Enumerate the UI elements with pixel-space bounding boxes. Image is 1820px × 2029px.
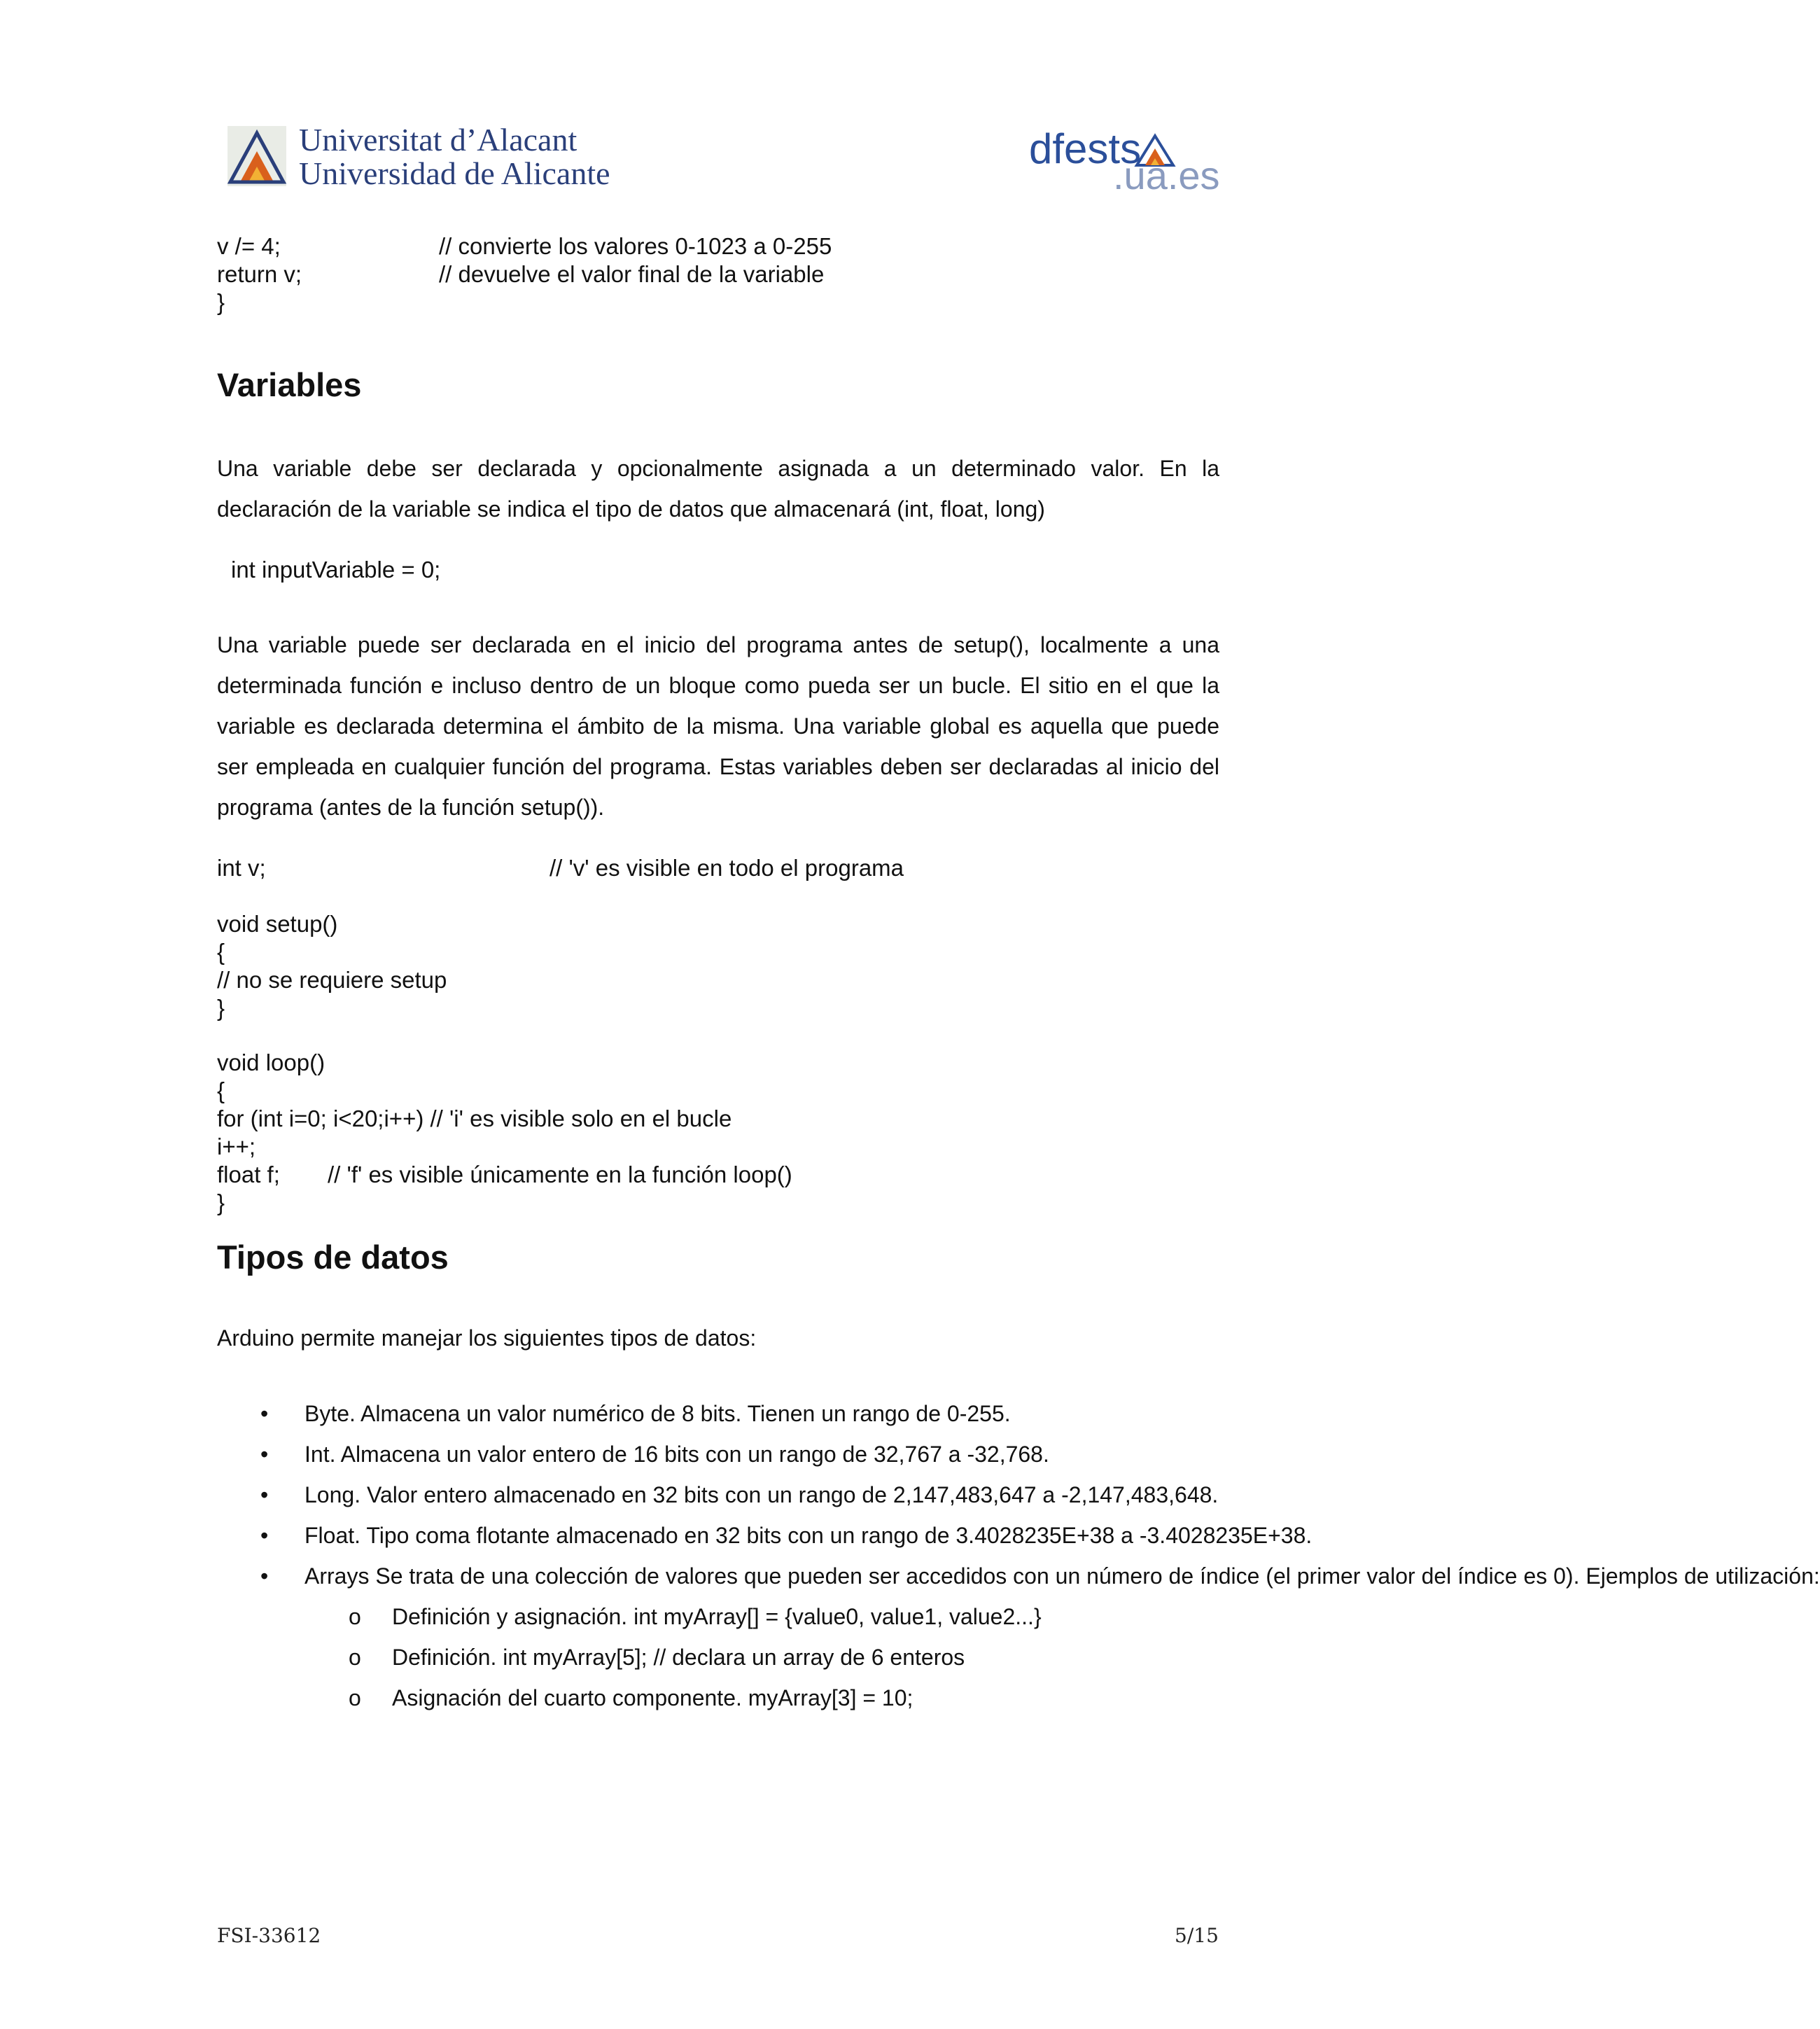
university-name-catalan: Universitat d’Alacant (299, 122, 578, 158)
code-loop-block (217, 1049, 792, 1217)
code-line: i++; (217, 1134, 256, 1159)
list-item: o Definición. int myArray[5]; // declara un array de 6 enteros (217, 1637, 1219, 1678)
code-comment-devuelve: // devuelve el valor final de la variable (439, 261, 825, 287)
code-float-comment: // 'f' es visible únicamente en la función loop() (328, 1162, 792, 1187)
department-logo-main: dfests (1029, 125, 1142, 172)
code-line: void loop() (217, 1050, 326, 1075)
code-line: void setup() (217, 911, 338, 937)
code-line-v-divide: v /= 4; (217, 233, 281, 259)
footer-doc-id: FSI-33612 (217, 1924, 321, 1947)
variables-paragraph-2: Una variable puede ser declarada en el inicio del programa antes de setup(), localmente a una determinada función e incluso dentro de un bloque como pueda ser un bucle. El sitio en el que la variable es declarada determina el ámbito de la misma. Una variable global es aquella que puede ser empleada en cualquier función del programa. Estas variables deben ser declaradas al inicio del programa (antes de la función setup()). (217, 632, 1219, 820)
code-line: // no se requiere setup (217, 967, 447, 993)
list-item: o Definición y asignación. int myArray[] = {value0, value1, value2...} (217, 1596, 1219, 1637)
department-logo (1029, 125, 1220, 202)
bullet-marker: • (260, 1482, 269, 1507)
section-heading-variables: Variables (217, 366, 362, 403)
list-item: • Int. Almacena un valor entero de 16 bits con un rango de 32,767 a -32,768. (217, 1434, 1219, 1474)
code-int-v-comment: // 'v' es visible en todo el programa (550, 855, 904, 881)
section-heading-tipos-de-datos: Tipos de datos (217, 1239, 449, 1276)
code-int-v: int v; (217, 855, 266, 881)
university-name-spanish: Universidad de Alicante (299, 155, 610, 191)
code-line: { (217, 939, 225, 965)
bullet-marker: • (260, 1442, 269, 1467)
code-line: } (217, 1190, 225, 1215)
university-emblem-icon (227, 126, 286, 186)
sub-bullet-marker: o (349, 1604, 361, 1629)
bullet-marker: • (260, 1401, 269, 1426)
code-line: { (217, 1078, 225, 1103)
sub-bullet-marker: o (349, 1685, 361, 1710)
list-item: • Arrays Se trata de una colección de valores que pueden ser accedidos con un número de índice (el primer valor del índice es 0). Ejemplos de utilización: (217, 1556, 1219, 1596)
code-line-return: return v; (217, 261, 302, 287)
code-closing-brace: } (217, 289, 225, 315)
code-float: float f; (217, 1162, 280, 1187)
department-logo-domain: .ua.es (1113, 153, 1220, 197)
code-comment-convierte: // convierte los valores 0-1023 a 0-255 (439, 233, 832, 259)
code-line: } (217, 995, 225, 1021)
tipos-bullet-list (217, 1393, 1820, 1718)
bullet-marker: • (260, 1563, 269, 1589)
variables-paragraph-1: Una variable debe ser declarada y opcionalmente asignada a un determinado valor. En la declaración de la variable se indica el tipo de datos que almacenará (int, float, long) (217, 456, 1219, 522)
code-line: for (int i=0; i<20;i++) // 'i' es visible solo en el bucle (217, 1106, 732, 1131)
university-logo (227, 122, 610, 191)
sub-bullet-marker: o (349, 1645, 361, 1670)
list-item: o Asignación del cuarto componente. myArray[3] = 10; (217, 1678, 1219, 1718)
list-item: • Float. Tipo coma flotante almacenado en 32 bits con un rango de 3.4028235E+38 a -3.4028235E+38. (217, 1515, 1194, 1556)
list-item: • Byte. Almacena un valor numérico de 8 bits. Tienen un rango de 0-255. (217, 1393, 1219, 1434)
code-setup-block (217, 910, 447, 1022)
code-line-float (217, 1161, 792, 1189)
bullet-marker: • (260, 1523, 269, 1548)
variables-example: int inputVariable = 0; (231, 557, 441, 583)
footer-page-number: 5/15 (1175, 1924, 1219, 1947)
list-item: • Long. Valor entero almacenado en 32 bits con un rango de 2,147,483,647 a -2,147,483,648. (217, 1474, 1102, 1515)
tipos-intro: Arduino permite manejar los siguientes tipos de datos: (217, 1325, 757, 1351)
